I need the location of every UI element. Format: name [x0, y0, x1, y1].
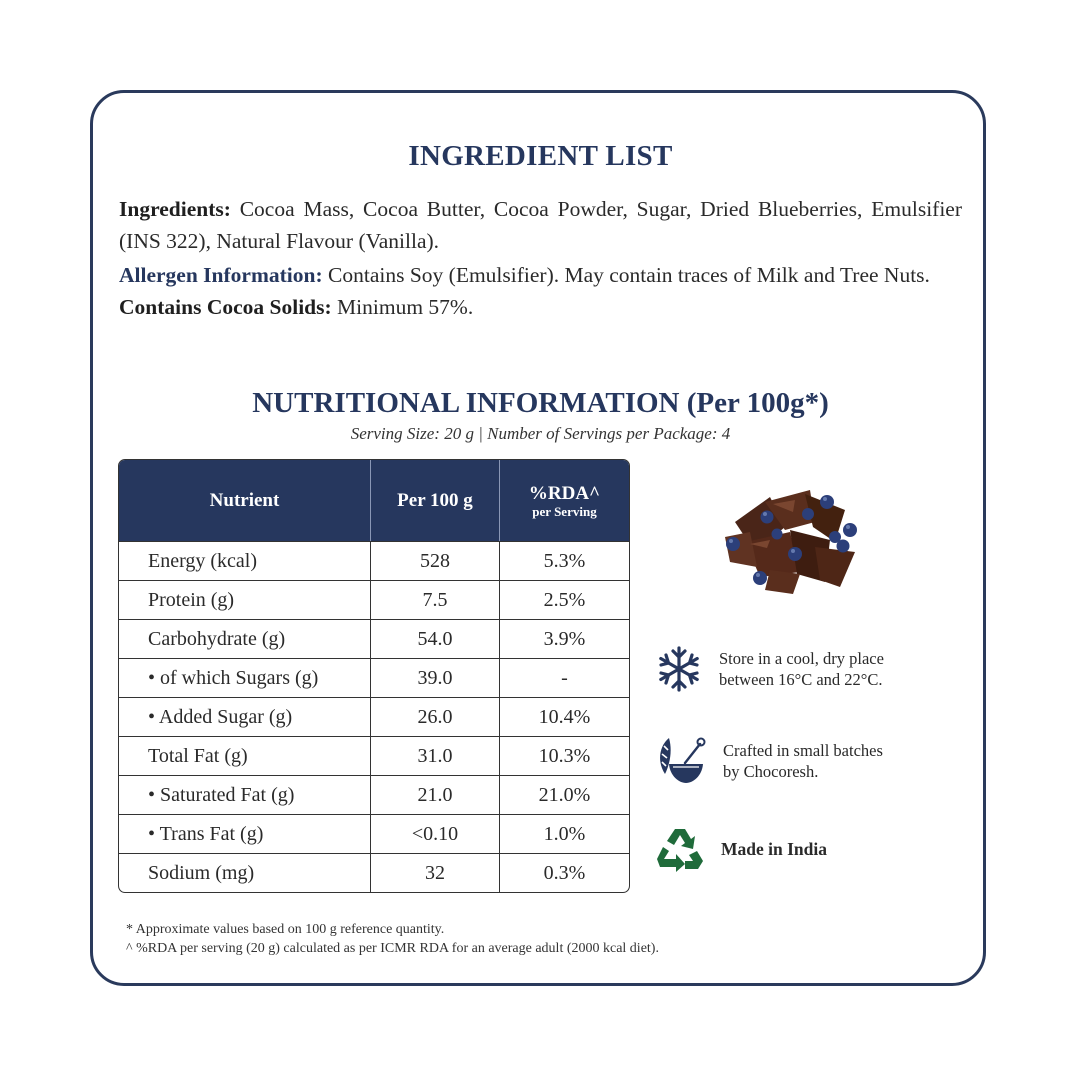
header-per100 [371, 460, 500, 541]
made-in-india-info [655, 825, 827, 873]
table-row [119, 697, 629, 736]
table-row [119, 658, 629, 697]
storage-line-2: between 16°C and 22°C. [719, 670, 883, 689]
cell-nutrient: • Saturated Fat (g) [119, 776, 371, 814]
footnote-1: * Approximate values based on 100 g reference quantity. [126, 922, 445, 937]
cell-per100: 21.0 [371, 776, 500, 814]
allergen-label: Allergen Information: [119, 263, 323, 287]
cell-per100: 528 [371, 542, 500, 580]
nutrition-title: NUTRITIONAL INFORMATION (Per 100g*) [252, 387, 829, 419]
header-rda-label: %RDA^ [528, 483, 601, 504]
storage-info [655, 645, 884, 693]
cell-rda: 10.3% [538, 744, 591, 767]
cell-rda: 0.3% [543, 861, 586, 884]
ingredients-paragraph [119, 193, 962, 257]
crafted-info [655, 736, 883, 786]
cocoa-label: Contains Cocoa Solids: [119, 295, 332, 319]
cell-nutrient: Carbohydrate (g) [119, 620, 371, 658]
cell-nutrient: • Added Sugar (g) [119, 698, 371, 736]
ingredients-text: Cocoa Mass, Cocoa Butter, Cocoa Powder, Sugar, Dried Blueberries, Emulsifier (INS 322), Natural Flavour (Vanilla). [119, 197, 962, 253]
made-in-text: Made in India [721, 838, 827, 859]
serving-info: Serving Size: 20 g | Number of Servings per Package: 4 [350, 424, 731, 443]
table-row [119, 853, 629, 892]
ingredients-label: Ingredients: [119, 197, 231, 221]
header-rda-sub: per Serving [532, 504, 597, 519]
cell-per100: 54.0 [371, 620, 500, 658]
cell-rda: 5.3% [543, 549, 586, 572]
cell-per100: 31.0 [371, 737, 500, 775]
cell-rda: 3.9% [543, 627, 586, 650]
footnote-2: ^ %RDA per serving (20 g) calculated as per ICMR RDA for an average adult (2000 kcal diet). [126, 941, 659, 956]
table-row [119, 541, 629, 580]
cell-rda: 1.0% [543, 822, 586, 845]
snowflake-icon [655, 645, 703, 693]
nutrition-table [118, 459, 630, 893]
cell-per100: 7.5 [371, 581, 500, 619]
cell-per100: 26.0 [371, 698, 500, 736]
cell-nutrient: Energy (kcal) [119, 542, 371, 580]
chocolate-blueberry-image [715, 482, 865, 602]
allergen-paragraph [119, 259, 962, 291]
storage-line-1: Store in a cool, dry place [719, 649, 884, 668]
header-nutrient-label: Nutrient [209, 489, 280, 511]
allergen-text: Contains Soy (Emulsifier). May contain traces of Milk and Tree Nuts. [322, 263, 930, 287]
cell-nutrient: Sodium (mg) [119, 854, 371, 892]
cell-rda: 10.4% [538, 705, 591, 728]
ingredients-block [119, 193, 962, 323]
cocoa-bowl-icon [655, 736, 707, 786]
cocoa-text: Minimum 57%. [331, 295, 474, 319]
cell-rda: 21.0% [538, 783, 591, 806]
footnotes [126, 920, 659, 958]
ingredient-list-title: INGREDIENT LIST [408, 140, 673, 172]
cell-nutrient: Total Fat (g) [119, 737, 371, 775]
cell-per100: <0.10 [371, 815, 500, 853]
recycle-icon [655, 825, 705, 873]
crafted-line-2: by Chocoresh. [723, 762, 819, 781]
cell-per100: 39.0 [371, 659, 500, 697]
storage-text [719, 648, 884, 690]
header-per100-label: Per 100 g [397, 489, 473, 511]
cell-nutrient: Protein (g) [119, 581, 371, 619]
crafted-line-1: Crafted in small batches [723, 741, 883, 760]
header-rda [500, 460, 629, 541]
table-row [119, 736, 629, 775]
crafted-text [723, 740, 883, 782]
cell-per100: 32 [371, 854, 500, 892]
table-row [119, 775, 629, 814]
table-row [119, 619, 629, 658]
table-header [119, 460, 629, 541]
cell-rda: 2.5% [543, 588, 586, 611]
cell-nutrient: • of which Sugars (g) [119, 659, 371, 697]
table-row [119, 580, 629, 619]
cell-rda: - [561, 666, 568, 689]
header-nutrient [119, 460, 371, 541]
cocoa-paragraph [119, 291, 962, 323]
table-row [119, 814, 629, 853]
cell-nutrient: • Trans Fat (g) [119, 815, 371, 853]
